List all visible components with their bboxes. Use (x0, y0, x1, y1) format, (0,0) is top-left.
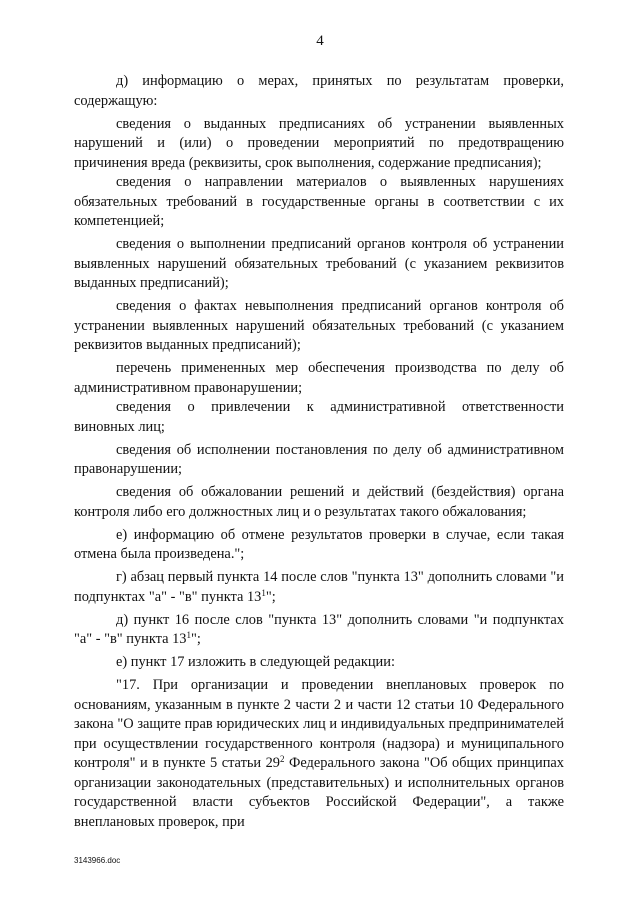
document-body (74, 72, 564, 832)
paragraph: д) информацию о мерах, принятых по результатам проверки, содержащую: (74, 73, 564, 109)
footer-filename: 3143966.doc (74, 856, 121, 865)
paragraph-text: г) абзац первый пункта 14 после слов "пункта 13" дополнить словами "и подпунктах "а" - "в" пункта 13 (74, 569, 564, 605)
superscript: 1 (186, 630, 192, 640)
paragraph-point-17 (74, 676, 564, 832)
paragraph: сведения о направлении материалов о выявленных нарушениях обязательных требований в государственные органы в соответствии с их компетенцией; (74, 174, 564, 229)
paragraph: сведения о фактах невыполнения предписаний органов контроля об устранении выявленных нарушений обязательных требований (с указанием реквизитов выданных предписаний); (74, 298, 564, 353)
paragraph: сведения об обжаловании решений и действий (бездействия) органа контроля либо его должностных лиц и о результатах такого обжалования; (74, 484, 564, 520)
paragraph: сведения о выданных предписаниях об устранении выявленных нарушений и (или) о проведении мероприятий по предотвращению причинения вреда (реквизиты, срок выполнения, содержание предписания); (74, 115, 564, 171)
page-number: 4 (316, 33, 324, 49)
paragraph: сведения об исполнении постановления по делу об административном правонарушении; (74, 441, 564, 477)
paragraph-text: "17. При организации и проведении внеплановых проверок по основаниям, указанным в пункте 2 части 2 и части 12 статьи 10 Федерального закона "О защите прав юридических лиц и индивидуальных предпринимателей при осуществлении государственного контроля (надзора) и муниципального контроля" и в пункте 5 статьи 29 (74, 677, 564, 771)
paragraph-tail: "; (265, 588, 276, 605)
superscript: 1 (261, 587, 266, 598)
superscript: 2 (280, 754, 285, 764)
paragraph: е) информацию об отмене результатов проверки в случае, если такая отмена была произведена."; (74, 526, 564, 562)
paragraph-amendment-e: е) пункт 17 изложить в следующей редакции: (116, 654, 395, 670)
paragraph-amendment-g (74, 568, 564, 607)
paragraph: сведения о выполнении предписаний органов контроля об устранении выявленных нарушений обязательных требований (с указанием реквизитов выданных предписаний); (74, 236, 564, 291)
paragraph-text: д) пункт 16 после слов "пункта 13" дополнить словами "и подпунктах "а" - "в" пункта 13 (74, 611, 564, 647)
paragraph-amendment-d (74, 611, 564, 650)
paragraph-tail: Федерального закона "Об общих принципах организации законодательных (представительных) и исполнительных органов государственной власти субъектов Российской Федерации", а также внеплановых проверок, при (74, 755, 564, 830)
paragraph-tail: "; (191, 631, 201, 647)
paragraph: сведения о привлечении к административной ответственности виновных лиц; (74, 399, 564, 435)
paragraph: перечень примененных мер обеспечения производства по делу об административном правонарушении; (74, 360, 564, 396)
